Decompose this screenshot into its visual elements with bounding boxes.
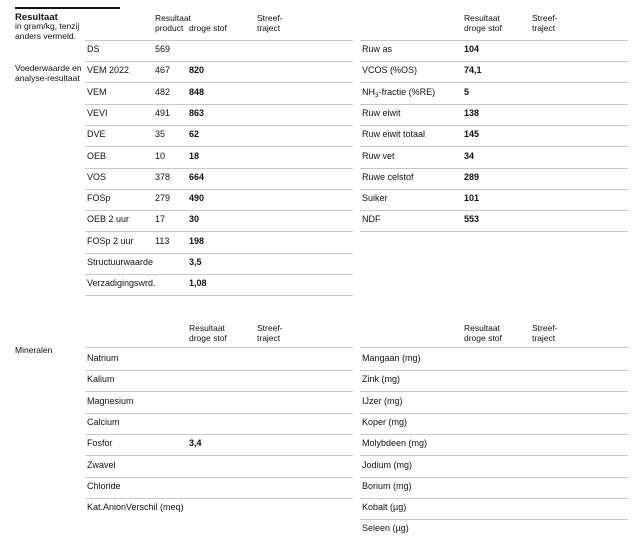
row-divider [85,391,353,392]
row-divider [360,347,628,348]
value-dry-matter: 1,08 [189,278,207,289]
value-dry-matter: 74,1 [464,65,482,76]
header-target: Streef-traject [257,13,283,33]
value-product: 279 [155,193,171,204]
row-label: Ruw eiwit [362,107,401,118]
row-label: Molybdeen (mg) [362,438,428,449]
row-label: Kalium [87,374,115,385]
row-divider [85,125,353,126]
row-divider [360,40,628,41]
row-divider [360,210,628,211]
row-divider [85,104,353,105]
row-label: Verzadigingswrd. [87,278,156,289]
value-product: 467 [155,65,171,76]
row-divider [85,274,353,275]
row-divider [360,498,628,499]
value-dry-matter: 34 [464,150,475,161]
row-label: Seleen (µg) [362,523,409,534]
row-divider [85,413,353,414]
row-divider [360,519,628,520]
value-dry-matter: 30 [189,214,200,225]
row-label: IJzer (mg) [362,395,403,406]
row-divider [360,82,628,83]
value-dry-matter: 18 [189,150,200,161]
value-dry-matter: 104 [464,44,480,54]
row-divider [85,82,353,83]
value-dry-matter: 3,5 [189,257,202,267]
row-divider [85,146,353,147]
value-dry-matter: 848 [189,86,205,97]
row-divider [360,413,628,414]
row-divider [360,125,628,126]
row-label: VEM 2022 [87,65,130,76]
row-label: Koper (mg) [362,416,408,427]
row-label: OEB [87,150,107,161]
row-divider [85,370,353,371]
row-divider [360,455,628,456]
value-dry-matter: 198 [189,235,205,246]
value-product: 17 [155,214,166,225]
row-label: Natrium [87,353,119,363]
row-label: $NH_3$-fractie (%RE) [362,86,436,99]
row-label: Fosfor [87,438,113,449]
row-divider [360,231,628,232]
value-dry-matter: 145 [464,129,480,140]
value-product: 569 [155,44,171,54]
value-product: 113 [155,235,170,246]
header-result-ds-right: Resultaat droge stof [464,13,502,33]
page-title: Resultaat [15,12,58,23]
value-dry-matter: 3,4 [189,438,202,449]
row-divider [85,434,353,435]
row-label: DS [87,44,100,54]
row-label: Kat.AnionVerschil (meq) [87,502,184,513]
row-label: Ruw vet [362,150,395,161]
row-label: Calcium [87,416,120,427]
row-label: Ruw eiwit totaal [362,129,426,140]
header-target-minerals: Streef-traject [257,323,283,343]
row-divider [360,434,628,435]
row-divider [85,40,353,41]
row-label: VEM [87,86,107,97]
value-product: 10 [155,150,166,161]
row-label: Chloride [87,480,121,491]
row-label: OEB 2 uur [87,214,130,225]
value-dry-matter: 289 [464,171,480,182]
row-label: VCOS (%OS) [362,65,418,76]
header-result-ds-split: droge stof [189,22,227,33]
value-product: 482 [155,86,171,97]
header-result-ds-minerals-right: Resultaat droge stof [464,323,502,343]
row-divider [360,370,628,371]
row-divider [85,253,353,254]
row-label: VEVI [87,107,108,118]
value-dry-matter: 820 [189,65,205,76]
row-label: NDF [362,214,381,225]
row-divider [85,477,353,478]
value-product: 378 [155,171,171,182]
section-label-feed: Voederwaarde en analyse-resultaat [15,63,82,83]
row-label: VOS [87,171,107,182]
value-dry-matter: 490 [189,193,205,204]
row-divider [360,61,628,62]
row-divider [360,189,628,190]
header-target-right: Streef-traject [532,13,558,33]
row-label: Suiker [362,193,388,204]
row-divider [85,347,353,348]
row-label: FOSp [87,193,111,204]
row-label: FOSp 2 uur [87,235,134,246]
row-label: Ruw as [362,44,393,54]
row-divider [360,146,628,147]
row-divider [360,477,628,478]
section-label-minerals: Mineralen [15,345,53,355]
row-label: Ruwe celstof [362,171,414,182]
value-dry-matter: 664 [189,171,205,182]
value-dry-matter: 101 [464,193,480,204]
row-divider [85,455,353,456]
value-dry-matter: 863 [189,107,205,118]
row-divider [85,295,353,296]
row-divider [360,391,628,392]
row-divider [85,168,353,169]
units-note: in gram/kg, tenzij anders vermeld. [15,21,80,41]
row-label: Zwavel [87,459,116,470]
value-dry-matter: 138 [464,107,480,118]
row-divider [85,210,353,211]
row-divider [360,168,628,169]
row-label: Structuurwaarde [87,257,154,267]
row-label: Mangaan (mg) [362,353,421,363]
row-divider [85,498,353,499]
value-dry-matter: 62 [189,129,200,140]
row-divider [85,61,353,62]
value-dry-matter: 553 [464,214,480,225]
row-divider [360,104,628,105]
row-label: Magnesium [87,395,134,406]
title-bar [15,7,120,9]
value-product: 491 [155,107,171,118]
row-divider [85,189,353,190]
header-result-ds-minerals: Resultaat droge stof [189,323,227,343]
row-label: DVE [87,129,106,140]
header-result-product: Resultaat product [155,13,191,33]
value-dry-matter: 5 [464,86,470,97]
header-target-minerals-right: Streef-traject [532,323,558,343]
value-product: 35 [155,129,166,140]
row-label: Borium (mg) [362,480,412,491]
row-divider [85,231,353,232]
row-label: Kobalt (µg) [362,502,407,513]
row-label: Jodium (mg) [362,459,413,470]
row-label: Zink (mg) [362,374,400,385]
